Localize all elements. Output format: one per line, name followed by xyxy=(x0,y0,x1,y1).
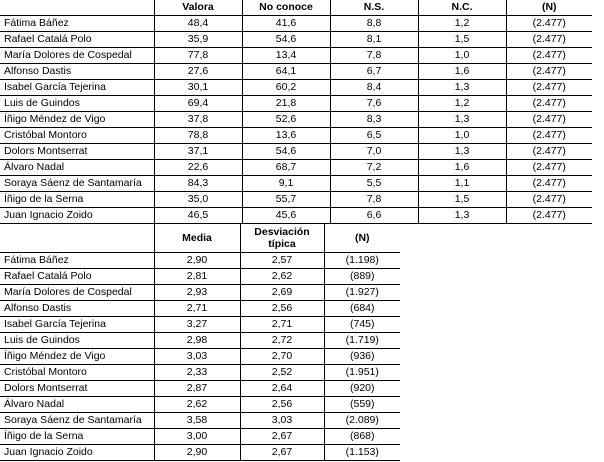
row-name: Cristóbal Montoro xyxy=(0,128,154,144)
row-value: 2,56 xyxy=(240,301,324,317)
row-name: Rafael Catalá Polo xyxy=(0,269,154,285)
row-value: 37,8 xyxy=(154,112,242,128)
media-table xyxy=(0,224,400,461)
row-value: 8,4 xyxy=(330,80,418,96)
row-value: 2,64 xyxy=(240,381,324,397)
row-name: Íñigo de la Serna xyxy=(0,429,154,445)
header-blank-cell xyxy=(0,0,154,16)
row-value: 1,0 xyxy=(418,128,506,144)
row-value: (2.477) xyxy=(506,208,592,224)
row-name: Soraya Sáenz de Santamaría xyxy=(0,413,154,429)
table-row xyxy=(0,397,400,413)
row-name: Alfonso Dastis xyxy=(0,301,154,317)
row-value: 3,00 xyxy=(154,429,240,445)
row-value: (2.477) xyxy=(506,128,592,144)
row-name: Íñigo Méndez de Vigo xyxy=(0,349,154,365)
row-value: (1.951) xyxy=(324,365,400,381)
row-value: 1,3 xyxy=(418,112,506,128)
table-header-row xyxy=(0,224,400,253)
header-nc: N.C. xyxy=(418,0,506,16)
row-name: Juan Ignacio Zoido xyxy=(0,208,154,224)
row-value: (2.477) xyxy=(506,16,592,32)
row-value: 37,1 xyxy=(154,144,242,160)
row-value: (889) xyxy=(324,269,400,285)
row-value: 2,62 xyxy=(240,269,324,285)
row-name: Juan Ignacio Zoido xyxy=(0,445,154,461)
row-value: 2,52 xyxy=(240,365,324,381)
header-media: Media xyxy=(154,224,240,253)
row-name: Álvaro Nadal xyxy=(0,160,154,176)
row-name: Dolors Montserrat xyxy=(0,381,154,397)
row-name: Rafael Catalá Polo xyxy=(0,32,154,48)
row-value: 52,6 xyxy=(242,112,330,128)
table-row xyxy=(0,160,592,176)
row-value: 21,8 xyxy=(242,96,330,112)
row-value: 35,9 xyxy=(154,32,242,48)
table-row xyxy=(0,333,400,349)
row-value: 3,03 xyxy=(154,349,240,365)
table-row xyxy=(0,176,592,192)
row-value: 1,2 xyxy=(418,16,506,32)
row-value: 6,6 xyxy=(330,208,418,224)
row-value: 64,1 xyxy=(242,64,330,80)
table-row xyxy=(0,64,592,80)
header-valora: Valora xyxy=(154,0,242,16)
table-row xyxy=(0,445,400,461)
row-value: 2,93 xyxy=(154,285,240,301)
row-value: 1,3 xyxy=(418,80,506,96)
row-value: (868) xyxy=(324,429,400,445)
row-name: Soraya Sáenz de Santamaría xyxy=(0,176,154,192)
row-value: 77,8 xyxy=(154,48,242,64)
row-value: 68,7 xyxy=(242,160,330,176)
row-value: 2,62 xyxy=(154,397,240,413)
row-value: 8,1 xyxy=(330,32,418,48)
row-value: (559) xyxy=(324,397,400,413)
header-ns: N.S. xyxy=(330,0,418,16)
row-value: 22,6 xyxy=(154,160,242,176)
row-name: Isabel García Tejerina xyxy=(0,80,154,96)
table-row xyxy=(0,96,592,112)
row-value: 2,81 xyxy=(154,269,240,285)
row-value: 48,4 xyxy=(154,16,242,32)
row-name: Íñigo de la Serna xyxy=(0,192,154,208)
header-n: (N) xyxy=(506,0,592,16)
table-row xyxy=(0,301,400,317)
row-value: 2,69 xyxy=(240,285,324,301)
table-row xyxy=(0,192,592,208)
table-row xyxy=(0,32,592,48)
row-value: 2,87 xyxy=(154,381,240,397)
row-value: 13,4 xyxy=(242,48,330,64)
row-value: 2,56 xyxy=(240,397,324,413)
row-value: (2.477) xyxy=(506,192,592,208)
table-row xyxy=(0,48,592,64)
row-value: 7,2 xyxy=(330,160,418,176)
row-value: 13,6 xyxy=(242,128,330,144)
table-row xyxy=(0,285,400,301)
table-row xyxy=(0,144,592,160)
row-value: 69,4 xyxy=(154,96,242,112)
row-value: 7,0 xyxy=(330,144,418,160)
table-row xyxy=(0,413,400,429)
row-value: (1.153) xyxy=(324,445,400,461)
row-value: 7,8 xyxy=(330,192,418,208)
row-value: 1,0 xyxy=(418,48,506,64)
row-name: Fátima Báñez xyxy=(0,253,154,269)
row-value: 2,67 xyxy=(240,445,324,461)
row-value: (2.477) xyxy=(506,160,592,176)
row-value: 1,3 xyxy=(418,144,506,160)
row-value: 7,6 xyxy=(330,96,418,112)
row-value: (745) xyxy=(324,317,400,333)
row-value: 9,1 xyxy=(242,176,330,192)
row-value: 1,1 xyxy=(418,176,506,192)
header-no-conoce: No conoce xyxy=(242,0,330,16)
row-value: 1,5 xyxy=(418,32,506,48)
row-value: 54,6 xyxy=(242,144,330,160)
row-value: 3,58 xyxy=(154,413,240,429)
row-value: (920) xyxy=(324,381,400,397)
row-value: 55,7 xyxy=(242,192,330,208)
row-value: 2,98 xyxy=(154,333,240,349)
row-value: 2,33 xyxy=(154,365,240,381)
row-value: 41,6 xyxy=(242,16,330,32)
row-value: 78,8 xyxy=(154,128,242,144)
row-value: 27,6 xyxy=(154,64,242,80)
row-value: 2,70 xyxy=(240,349,324,365)
row-value: 3,03 xyxy=(240,413,324,429)
row-name: Luis de Guindos xyxy=(0,333,154,349)
row-value: (2.477) xyxy=(506,144,592,160)
row-value: 3,27 xyxy=(154,317,240,333)
table-row xyxy=(0,349,400,365)
row-value: 2,71 xyxy=(154,301,240,317)
row-value: (2.477) xyxy=(506,176,592,192)
row-value: 2,67 xyxy=(240,429,324,445)
row-value: (2.477) xyxy=(506,48,592,64)
row-value: 45,6 xyxy=(242,208,330,224)
row-value: 6,5 xyxy=(330,128,418,144)
header-desviacion: Desviación típica xyxy=(240,224,324,253)
row-value: 8,8 xyxy=(330,16,418,32)
row-value: 1,6 xyxy=(418,160,506,176)
row-name: María Dolores de Cospedal xyxy=(0,285,154,301)
table-row xyxy=(0,253,400,269)
row-name: Íñigo Méndez de Vigo xyxy=(0,112,154,128)
table-row xyxy=(0,208,592,224)
valoracion-table xyxy=(0,0,592,224)
row-value: (936) xyxy=(324,349,400,365)
row-value: 2,72 xyxy=(240,333,324,349)
table-row xyxy=(0,16,592,32)
row-value: 1,3 xyxy=(418,208,506,224)
table-row xyxy=(0,317,400,333)
row-value: 60,2 xyxy=(242,80,330,96)
row-name: Fátima Báñez xyxy=(0,16,154,32)
table-row xyxy=(0,269,400,285)
row-value: 2,90 xyxy=(154,253,240,269)
table-row xyxy=(0,365,400,381)
header-n: (N) xyxy=(324,224,400,253)
row-value: 2,57 xyxy=(240,253,324,269)
row-value: (684) xyxy=(324,301,400,317)
row-value: 1,2 xyxy=(418,96,506,112)
row-value: (1.927) xyxy=(324,285,400,301)
row-value: (2.477) xyxy=(506,32,592,48)
table-header-row xyxy=(0,0,592,16)
row-value: 30,1 xyxy=(154,80,242,96)
row-value: 46,5 xyxy=(154,208,242,224)
row-value: 1,5 xyxy=(418,192,506,208)
row-value: (1.719) xyxy=(324,333,400,349)
table-row xyxy=(0,128,592,144)
row-value: 2,71 xyxy=(240,317,324,333)
table-row xyxy=(0,381,400,397)
row-value: 6,7 xyxy=(330,64,418,80)
row-value: (2.477) xyxy=(506,80,592,96)
row-value: (2.089) xyxy=(324,413,400,429)
row-name: Isabel García Tejerina xyxy=(0,317,154,333)
table-row xyxy=(0,112,592,128)
row-value: 8,3 xyxy=(330,112,418,128)
row-value: (2.477) xyxy=(506,112,592,128)
row-name: Dolors Montserrat xyxy=(0,144,154,160)
row-value: 5,5 xyxy=(330,176,418,192)
row-name: Cristóbal Montoro xyxy=(0,365,154,381)
row-value: 1,6 xyxy=(418,64,506,80)
row-value: (2.477) xyxy=(506,96,592,112)
header-blank-cell xyxy=(0,224,154,253)
table-row xyxy=(0,429,400,445)
row-value: 2,90 xyxy=(154,445,240,461)
table-row xyxy=(0,80,592,96)
row-name: Álvaro Nadal xyxy=(0,397,154,413)
row-name: Alfonso Dastis xyxy=(0,64,154,80)
row-value: 7,8 xyxy=(330,48,418,64)
row-value: 54,6 xyxy=(242,32,330,48)
row-value: (2.477) xyxy=(506,64,592,80)
row-value: 35,0 xyxy=(154,192,242,208)
row-name: María Dolores de Cospedal xyxy=(0,48,154,64)
row-value: 84,3 xyxy=(154,176,242,192)
row-name: Luis de Guindos xyxy=(0,96,154,112)
row-value: (1.198) xyxy=(324,253,400,269)
